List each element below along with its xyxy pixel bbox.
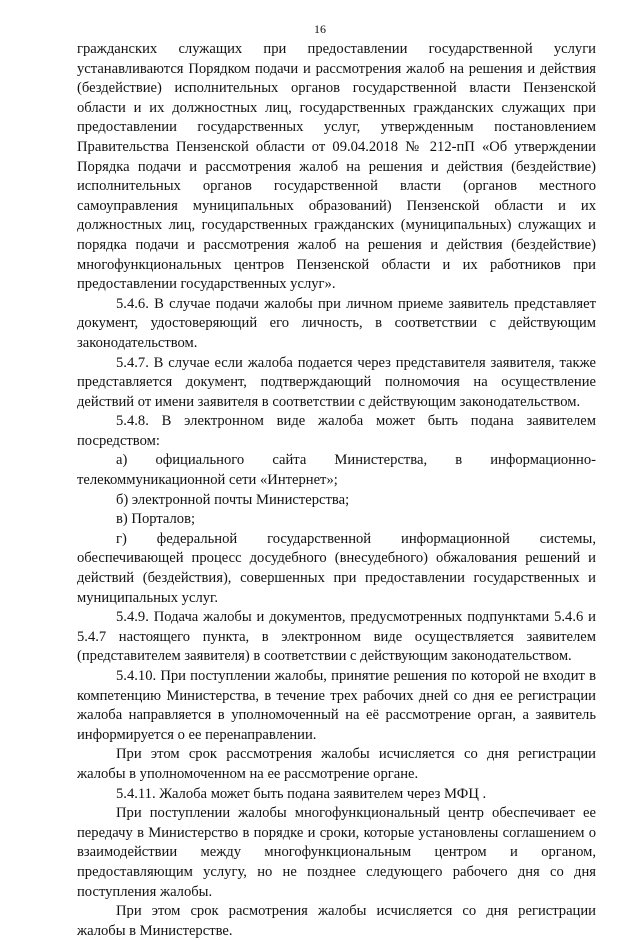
- paragraph-review-period-authorized-body: При этом срок рассмотрения жалобы исчисляется со дня регистрации жалобы в уполномоченном на ее рассмотрение органе.: [77, 746, 596, 782]
- paragraph-5-4-8: 5.4.8. В электронном виде жалоба может быть подана заявителем посредством:: [77, 413, 596, 449]
- paragraph-5-4-6: 5.4.6. В случае подачи жалобы при личном приеме заявитель представляет документ, удостоверяющий его личность, в соответствии с действующим законодательством.: [77, 295, 596, 351]
- document-body: [77, 40, 596, 941]
- list-item-b: б) электронной почты Министерства;: [116, 491, 350, 508]
- paragraph-5-4-10: 5.4.10. При поступлении жалобы, принятие решения по которой не входит в компетенцию Министерства, в течение трех рабочих дней со дня ее регистрации жалоба направляется в уполномоченный на её рассмотрение орган, а заявитель информируется о ее перенаправлении.: [77, 668, 596, 743]
- paragraph-mfc-transfer: При поступлении жалобы многофункциональный центр обеспечивает ее передачу в Министерство в порядке и сроки, которые установлены соглашением о взаимодействии между многофункциональным центром и органом, предоставляющим услугу, но не позднее следующего рабочего дня со дня поступления жалобы.: [77, 805, 596, 900]
- paragraph-continued-procedure: гражданских служащих при предоставлении государственной услуги устанавливаются Порядком подачи и рассмотрения жалоб на решения и действия (бездействие) исполнительных органов государственной власти Пензенской области и их должностных лиц, государственных гражданских служащих при предоставлении государственных услуг, утвержденным постановлением Правительства Пензенской области от 09.04.2018 № 212-пП «Об утверждении Порядка подачи и рассмотрения жалоб на решения и действия (бездействие) исполнительных органов государственной власти (органов местного самоуправления муниципальных образований) Пензенской области и их должностных лиц, государственных гражданских (муниципальных) служащих и порядка подачи и рассмотрения жалоб на решения и действия (бездействие) многофункциональных центров Пензенской области и их работников при предоставлении государственных услуг».: [77, 41, 596, 293]
- list-item-a: а) официального сайта Министерства, в информационно-телекоммуникационной сети «Интернет»;: [77, 452, 596, 489]
- paragraph-5-4-7: 5.4.7. В случае если жалоба подается через представителя заявителя, также представляется документ, подтверждающий полномочия на осуществление действий от имени заявителя в соответствии с действующим законодательством.: [77, 354, 596, 410]
- paragraph-5-4-9: 5.4.9. Подача жалобы и документов, предусмотренных подпунктами 5.4.6 и 5.4.7 настоящего пункта, в электронном виде осуществляется заявителем (представителем заявителя) в соответствии с действующим законодательством.: [77, 609, 596, 665]
- paragraph-5-4-11: 5.4.11. Жалоба может быть подана заявителем через МФЦ .: [116, 785, 487, 802]
- list-item-v: в) Порталов;: [116, 511, 196, 528]
- page-number: 16: [314, 22, 326, 36]
- paragraph-review-period-ministry: При этом срок расмотрения жалобы исчисляется со дня регистрации жалобы в Министерстве.: [77, 903, 596, 939]
- list-item-g: г) федеральной государственной информационной системы, обеспечивающей процесс досудебного (внесудебного) обжалования решений и действий (бездействия), совершенных при предоставлении государственных и муниципальных услуг.: [77, 530, 596, 606]
